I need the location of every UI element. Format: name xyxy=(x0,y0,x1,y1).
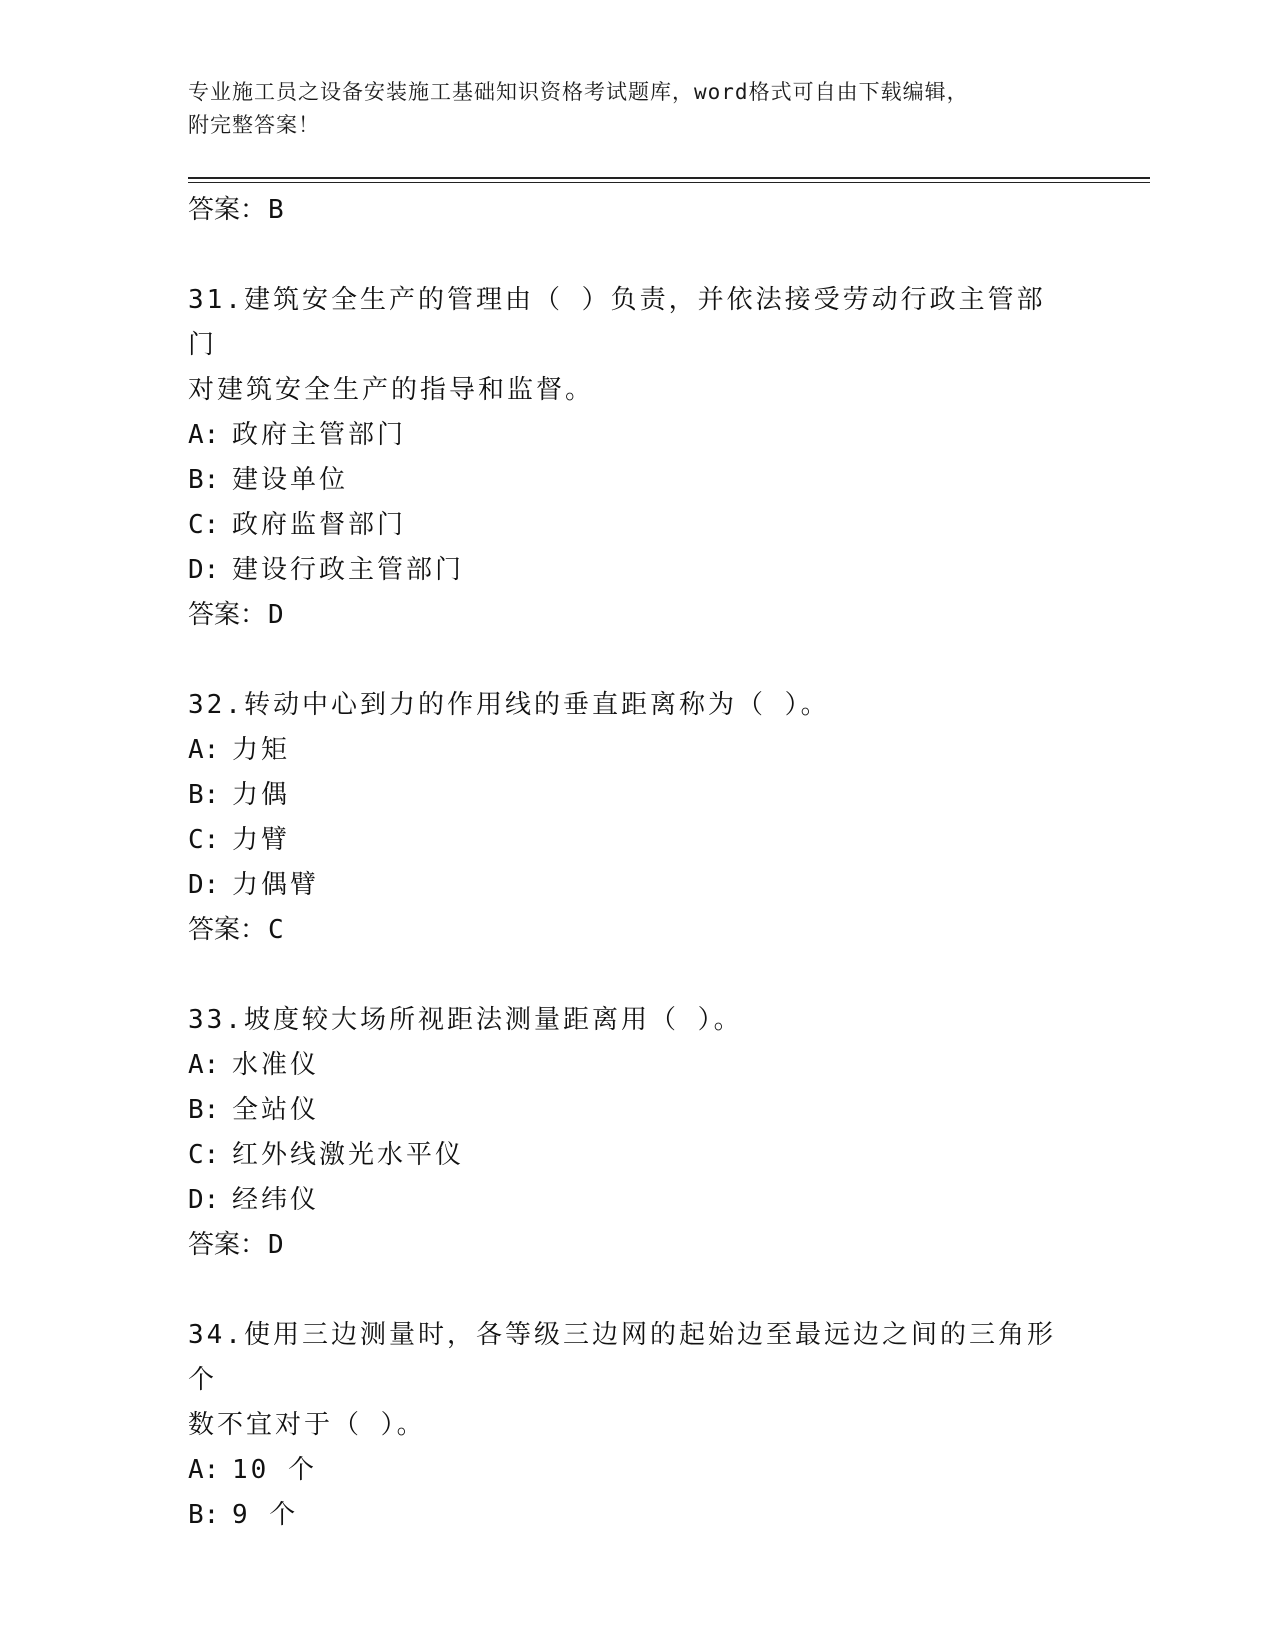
option-text: 力矩 xyxy=(232,735,291,765)
option-letter: D: xyxy=(188,555,220,585)
option-c xyxy=(188,1133,1088,1178)
question-text-line: 33.坡度较大场所视距法测量距离用（ ）。 xyxy=(188,1005,743,1035)
option-d xyxy=(188,1178,1088,1223)
option-letter: D: xyxy=(188,1185,220,1215)
header-divider-thin xyxy=(188,182,1150,183)
option-text: 政府主管部门 xyxy=(232,420,407,450)
option-letter: A: xyxy=(188,735,220,765)
question-text-line: 32.转动中心到力的作用线的垂直距离称为（ ）。 xyxy=(188,690,830,720)
answer-line-q30 xyxy=(188,188,1088,233)
option-letter: A: xyxy=(188,1455,220,1485)
option-letter: B: xyxy=(188,465,220,495)
option-text: 力偶臂 xyxy=(232,870,320,900)
option-a xyxy=(188,1043,1088,1088)
spacer xyxy=(188,233,1088,278)
spacer xyxy=(188,1268,1088,1313)
option-b xyxy=(188,1493,1088,1538)
option-b xyxy=(188,458,1088,503)
question-text xyxy=(188,278,1068,413)
option-letter: D: xyxy=(188,870,220,900)
answer-value: B xyxy=(268,195,284,225)
answer-value: D xyxy=(268,600,284,630)
spacer xyxy=(188,638,1088,683)
option-text: 政府监督部门 xyxy=(232,510,407,540)
header-divider-thick xyxy=(188,177,1150,179)
answer-value: D xyxy=(268,1230,284,1260)
spacer xyxy=(188,953,1088,998)
option-letter: B: xyxy=(188,1500,220,1530)
option-text: 全站仪 xyxy=(232,1095,320,1125)
header-line-2: 附完整答案！ xyxy=(188,113,320,137)
option-letter: A: xyxy=(188,420,220,450)
option-letter: C: xyxy=(188,1140,220,1170)
option-c xyxy=(188,503,1088,548)
option-d xyxy=(188,548,1088,593)
answer-line-q33 xyxy=(188,1223,1088,1268)
option-b xyxy=(188,1088,1088,1133)
question-33 xyxy=(188,998,1088,1268)
option-text: 力臂 xyxy=(232,825,291,855)
option-letter: C: xyxy=(188,825,220,855)
question-text xyxy=(188,683,1068,728)
option-d xyxy=(188,863,1088,908)
answer-line-q31 xyxy=(188,593,1088,638)
question-content xyxy=(188,188,1088,1538)
answer-line-q32 xyxy=(188,908,1088,953)
answer-label: 答案： xyxy=(188,1230,267,1260)
question-text-line: 31.建筑安全生产的管理由（ ）负责，并依法接受劳动行政主管部门 xyxy=(188,285,1046,360)
answer-label: 答案： xyxy=(188,195,267,225)
header-line-1: 专业施工员之设备安装施工基础知识资格考试题库，word格式可自由下载编辑， xyxy=(188,80,969,104)
option-text: 建设单位 xyxy=(232,465,349,495)
answer-value: C xyxy=(268,915,284,945)
option-a xyxy=(188,1448,1088,1493)
option-text: 红外线激光水平仪 xyxy=(232,1140,465,1170)
option-a xyxy=(188,413,1088,458)
question-text xyxy=(188,998,1068,1043)
option-text: 水准仪 xyxy=(232,1050,320,1080)
question-31 xyxy=(188,278,1088,638)
option-letter: A: xyxy=(188,1050,220,1080)
question-text-line: 数不宜对于（ ）。 xyxy=(188,1410,426,1440)
option-text: 9 个 xyxy=(232,1500,299,1530)
question-text-line: 对建筑安全生产的指导和监督。 xyxy=(188,375,595,405)
option-text: 经纬仪 xyxy=(232,1185,320,1215)
question-text-line: 34.使用三边测量时，各等级三边网的起始边至最远边之间的三角形个 xyxy=(188,1320,1056,1395)
answer-label: 答案： xyxy=(188,915,267,945)
option-a xyxy=(188,728,1088,773)
option-b xyxy=(188,773,1088,818)
answer-label: 答案： xyxy=(188,600,267,630)
option-text: 10 个 xyxy=(232,1455,317,1485)
question-32 xyxy=(188,683,1088,953)
question-34 xyxy=(188,1313,1088,1538)
document-header xyxy=(188,76,1068,142)
option-letter: B: xyxy=(188,780,220,810)
option-text: 力偶 xyxy=(232,780,291,810)
option-letter: B: xyxy=(188,1095,220,1125)
option-text: 建设行政主管部门 xyxy=(232,555,465,585)
question-text xyxy=(188,1313,1068,1448)
option-c xyxy=(188,818,1088,863)
option-letter: C: xyxy=(188,510,220,540)
